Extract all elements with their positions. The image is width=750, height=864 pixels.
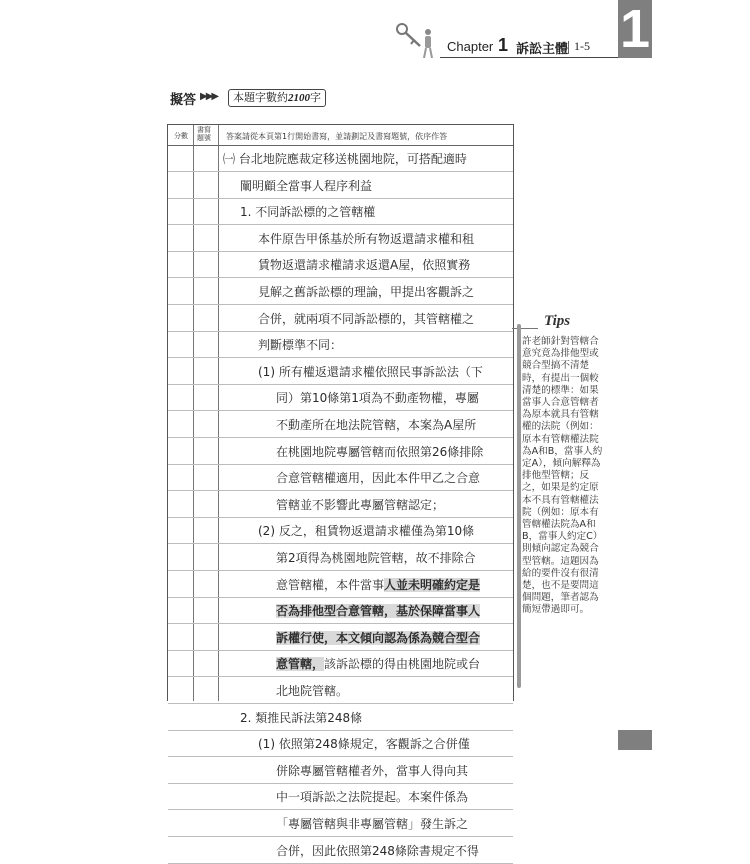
- answer-line-text: 本件原告甲係基於所有物返還請求權和租: [258, 231, 475, 246]
- answer-line-text: 不動產所在地法院管轄，本案為A屋所: [276, 418, 477, 432]
- sheet-header-row: [168, 125, 513, 146]
- answer-line: [168, 840, 513, 864]
- answer-line-text: 意管轄權，本件當事人並未明確約定是: [276, 577, 481, 592]
- word-count-suffix: 字: [310, 91, 321, 104]
- answer-line: [168, 334, 513, 358]
- answer-line-text: 1. 不同訴訟標的之管轄權: [240, 205, 376, 220]
- answer-line: [168, 733, 513, 757]
- word-count-prefix: 本題字數約: [233, 91, 288, 104]
- answer-line: [168, 281, 513, 305]
- answer-line: [168, 520, 513, 544]
- chapter-tab: 1: [619, 0, 651, 59]
- answer-line-text: 賃物返還請求權請求返還A屋，依照實務: [258, 258, 471, 273]
- answer-line-text: 合意管轄權適用，因此本件甲乙之合意: [276, 471, 481, 486]
- answer-line: [168, 361, 513, 385]
- page-number: 1-5: [574, 39, 590, 53]
- answer-line: [168, 201, 513, 225]
- answer-line-text: 北地院管轄。: [276, 684, 349, 698]
- tips-accent-bar: [517, 324, 521, 688]
- answer-line: [168, 467, 513, 491]
- answer-line-text: 管轄並不影響此專屬管轄認定；: [276, 497, 445, 512]
- answer-line: [168, 308, 513, 332]
- answer-line-text: 併除專屬管轄權者外，當事人得向其: [276, 763, 469, 778]
- answer-line-text: (1) 所有權返還請求權依照民事訴訟法（下: [258, 364, 483, 379]
- answer-line-text: 「專屬管轄與非專屬管轄」發生訴之: [276, 817, 469, 831]
- word-count-value: 2100: [288, 92, 310, 104]
- sheet-instructions: 答案請從本頁第1行開始書寫，並請劃記及書寫題號，依序作答: [226, 132, 448, 141]
- answer-line-text: 在桃園地院專屬管轄而依照第26條排除: [276, 444, 484, 459]
- page-corner-tab: [618, 730, 652, 750]
- chapter-header: [440, 35, 622, 58]
- answer-line: [168, 441, 513, 465]
- chapter-label: Chapter: [447, 39, 494, 54]
- triple-arrow-icon: ▶▶▶: [200, 91, 218, 102]
- word-count-badge: [228, 89, 326, 107]
- answer-line-text: 合併，就兩項不同訴訟標的，其管轄權之: [258, 311, 475, 326]
- answer-line-text: 合併，因此依照第248條除書規定不得: [276, 843, 479, 858]
- answer-title: 擬答: [170, 93, 197, 108]
- tips-sidebar: [512, 310, 602, 688]
- answer-line-text: 訴權行使，本文傾向認為係為競合型合: [276, 630, 481, 645]
- answer-line-text: 判斷標準不同：: [258, 338, 343, 353]
- answer-line: [168, 653, 513, 677]
- answer-line-text: (2) 反之，租賃物返還請求權僅為第10條: [258, 524, 475, 539]
- tips-body: 許老師針對管轄合意究竟為排他型或競合型搞不清楚時，有提出一個較清楚的標準：如果當事人合意管轄者為原本就具有管轄權的法院（例如：原本有管轄權法院為A和B，當事人約定A），傾向解釋為排他型管轄；反之，如果是約定原本不具有管轄權法院（例如：原本有管轄權法院為A和B，當事人約定C）則傾向認定為競合型管轄。這題因為給的要件沒有很清楚，也不是要問這個問題，筆者認為簡短帶過即可。: [522, 336, 603, 616]
- answer-line-text: 中一項訴訟之法院提起。本案件係為: [276, 790, 469, 805]
- qnum-column-header: 書寫題號: [197, 126, 211, 142]
- answer-line: [168, 547, 513, 571]
- answer-line-text: 見解之舊訴訟標的理論，甲提出客觀訴之: [258, 285, 475, 299]
- key-person-icon: [394, 22, 440, 58]
- chapter-number: 1: [498, 35, 509, 55]
- answer-line-text: 同）第10條第1項為不動產物權，專屬: [276, 391, 479, 406]
- answer-line: [168, 148, 513, 172]
- answer-line-text: 2. 類推民訴法第248條: [240, 710, 363, 725]
- answer-line: [168, 574, 513, 598]
- answer-line: [168, 254, 513, 278]
- score-column-header: 分數: [174, 132, 188, 140]
- tips-connector-line: [512, 328, 538, 329]
- answer-line: [168, 680, 513, 704]
- answer-line: [168, 707, 513, 731]
- answer-line: [168, 494, 513, 518]
- answer-line: [168, 387, 513, 411]
- answer-line: [168, 600, 513, 624]
- answer-line: [168, 786, 513, 810]
- chapter-title: 訴訟主體: [516, 42, 569, 57]
- answer-line-text: 否為排他型合意管轄，基於保障當事人: [276, 604, 481, 619]
- answer-line-text: 闡明顧全當事人程序利益: [240, 178, 373, 193]
- answer-sheet: [167, 124, 514, 858]
- answer-line-text: ㈠ 台北地院應裁定移送桃園地院，可搭配適時: [223, 152, 467, 166]
- answer-line: [168, 228, 513, 252]
- tips-title: Tips: [544, 313, 571, 329]
- answer-line-text: 第2項得為桃園地院管轄，故不排除合: [276, 551, 476, 565]
- answer-line: [168, 627, 513, 651]
- answer-line: [168, 760, 513, 784]
- answer-line: [168, 813, 513, 837]
- header-divider: [568, 41, 569, 54]
- answer-line: [168, 414, 513, 438]
- answer-line-text: 意管轄，該訴訟標的得由桃園地院或台: [276, 657, 481, 672]
- answer-line: [168, 175, 513, 199]
- header-rule: [440, 57, 622, 58]
- answer-line-text: (1) 依照第248條規定，客觀訴之合併僅: [258, 737, 470, 752]
